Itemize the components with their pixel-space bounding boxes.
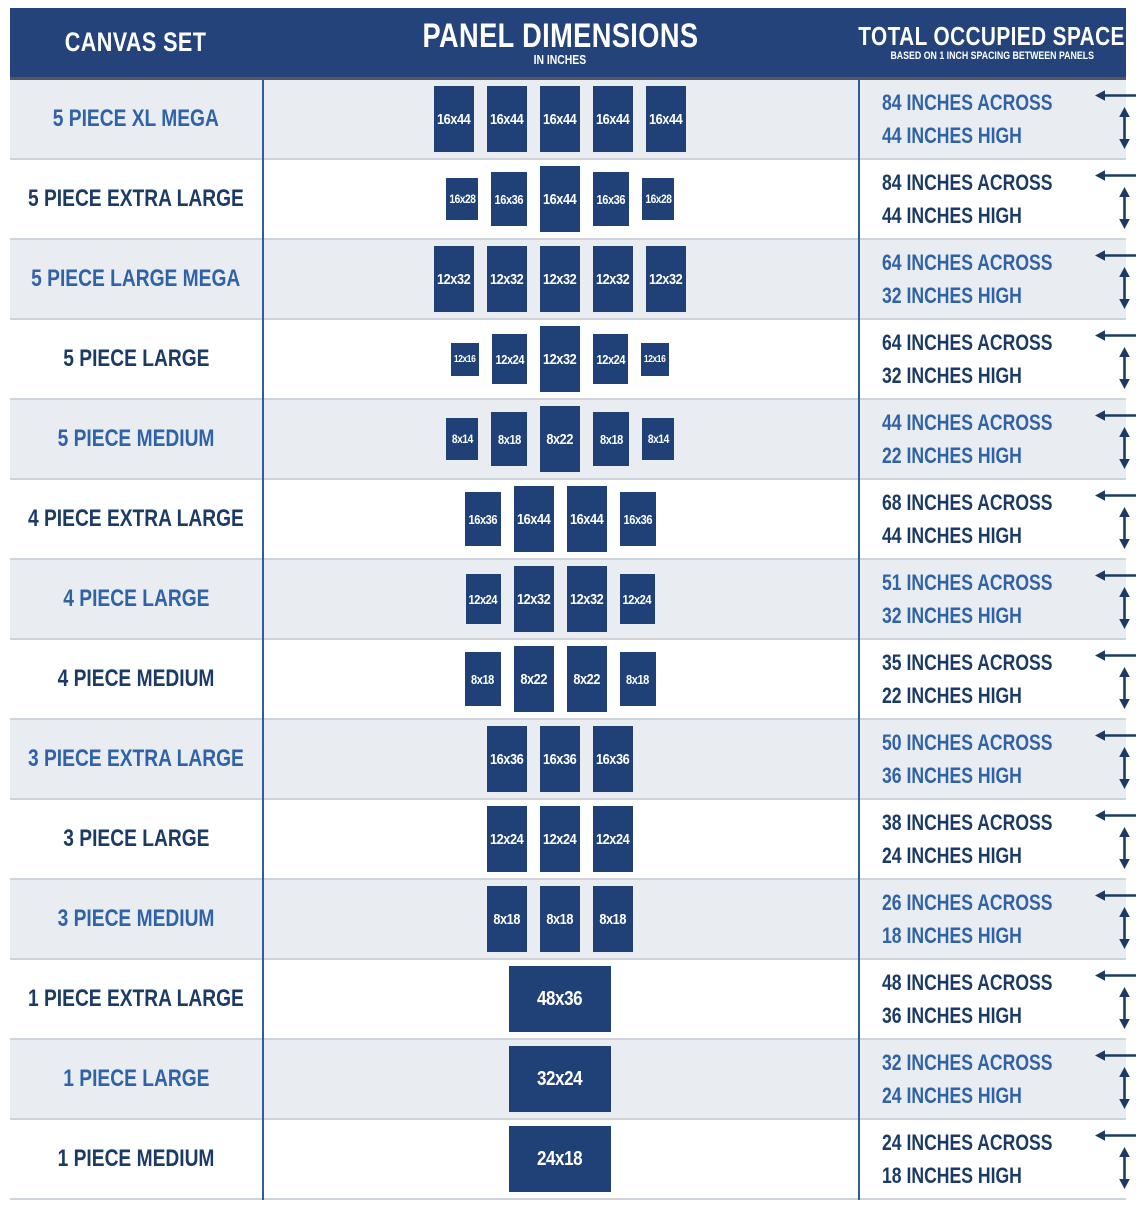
canvas-set-name-cell — [10, 240, 262, 318]
canvas-panel-12x16 — [641, 343, 669, 376]
panel-dimension-label: 12x32 — [543, 350, 577, 368]
canvas-set-name-cell — [10, 880, 262, 958]
panel-dimension-label: 12x32 — [516, 590, 551, 608]
canvas-set-name-cell — [10, 400, 262, 478]
table-row-13 — [10, 1040, 1126, 1120]
occupied-space-text — [882, 808, 1095, 871]
panel-dimension-label: 16x36 — [494, 191, 524, 207]
left-right-arrow-icon — [1095, 809, 1136, 822]
occupied-space-text — [882, 1128, 1095, 1191]
left-right-arrow-icon — [1095, 409, 1136, 422]
inches-across-label: 24 INCHES ACROSS — [882, 1129, 1053, 1155]
table-header — [10, 8, 1126, 80]
canvas-panel-16x44 — [434, 86, 474, 152]
table-row-4 — [10, 320, 1126, 400]
canvas-panel-16x36 — [540, 726, 580, 792]
panel-dimension-label: 16x36 — [596, 750, 630, 768]
canvas-panel-16x36 — [491, 172, 527, 226]
canvas-panel-16x36 — [593, 172, 629, 226]
panel-dimension-label: 16x44 — [569, 510, 604, 528]
panel-dimension-label: 12x24 — [596, 351, 625, 367]
table-row-6 — [10, 480, 1126, 560]
canvas-set-name-cell — [10, 160, 262, 238]
inches-across-label: 68 INCHES ACROSS — [882, 489, 1053, 515]
canvas-set-name: 5 PIECE LARGE MEGA — [31, 265, 241, 292]
panel-preview-cell — [262, 960, 858, 1038]
left-right-arrow-icon — [1095, 969, 1136, 982]
inches-across-label: 48 INCHES ACROSS — [882, 969, 1053, 995]
panel-dimension-label: 12x24 — [495, 351, 524, 367]
inches-across-label: 50 INCHES ACROSS — [882, 729, 1053, 755]
occupied-space-text — [882, 1048, 1095, 1111]
panel-dimension-label: 8x18 — [493, 910, 521, 928]
canvas-panel-8x18 — [487, 886, 527, 952]
dimension-arrows — [1095, 89, 1136, 149]
table-row-7 — [10, 560, 1126, 640]
left-right-arrow-icon — [1095, 489, 1136, 502]
inches-across-label: 35 INCHES ACROSS — [882, 649, 1053, 675]
panel-dimension-label: 16x28 — [448, 192, 476, 206]
canvas-panel-16x44 — [540, 86, 580, 152]
canvas-set-name: 3 PIECE LARGE — [62, 825, 210, 852]
up-down-arrow-icon — [1118, 1067, 1131, 1109]
left-right-arrow-icon — [1095, 889, 1136, 902]
left-right-arrow-icon — [1095, 649, 1136, 662]
canvas-panel-8x18 — [593, 886, 633, 952]
panel-dimension-label: 8x22 — [546, 430, 574, 448]
canvas-panel-8x22 — [514, 646, 554, 712]
occupied-space-cell — [858, 960, 1126, 1038]
canvas-panel-8x18 — [465, 652, 501, 706]
panel-preview-cell — [262, 640, 858, 718]
canvas-panel-8x22 — [540, 406, 580, 472]
up-down-arrow-icon — [1118, 507, 1131, 549]
inches-high-label: 36 INCHES HIGH — [882, 762, 1022, 788]
panel-preview-cell — [262, 400, 858, 478]
panel-dimension-label: 48x36 — [537, 987, 583, 1010]
panel-preview-cell — [262, 1120, 858, 1198]
panel-dimension-label: 12x24 — [596, 830, 630, 848]
panel-preview-cell — [262, 800, 858, 878]
canvas-panel-12x32 — [567, 566, 607, 632]
canvas-panel-16x36 — [620, 492, 656, 546]
occupied-space-text — [882, 968, 1095, 1031]
occupied-space-text — [882, 888, 1095, 951]
panel-dimension-label: 16x44 — [543, 110, 577, 128]
panel-dimension-label: 24x18 — [537, 1147, 583, 1170]
canvas-panel-8x14 — [446, 418, 478, 460]
table-row-11 — [10, 880, 1126, 960]
canvas-set-name: 1 PIECE LARGE — [62, 1065, 210, 1092]
canvas-panel-16x44 — [646, 86, 686, 152]
table-row-3 — [10, 240, 1126, 320]
left-right-arrow-icon — [1095, 729, 1136, 742]
canvas-set-name: 3 PIECE EXTRA LARGE — [28, 745, 244, 772]
canvas-set-name: 4 PIECE MEDIUM — [57, 665, 215, 692]
canvas-panel-16x28 — [446, 178, 478, 220]
panel-dimension-label: 8x18 — [546, 910, 574, 928]
panel-dimension-label: 8x18 — [626, 671, 649, 687]
occupied-space-text — [882, 488, 1095, 551]
canvas-set-name-cell — [10, 560, 262, 638]
dimension-arrows — [1095, 569, 1136, 629]
canvas-panel-16x44 — [567, 486, 607, 552]
panel-dimension-label: 32x24 — [537, 1067, 583, 1090]
left-right-arrow-icon — [1095, 1129, 1136, 1142]
panel-dimension-label: 12x16 — [454, 353, 476, 365]
occupied-space-text — [882, 408, 1095, 471]
panel-dimension-label: 16x36 — [543, 750, 577, 768]
panel-dimension-label: 12x24 — [543, 830, 577, 848]
up-down-arrow-icon — [1118, 587, 1131, 629]
left-right-arrow-icon — [1095, 89, 1136, 102]
occupied-space-cell — [858, 320, 1126, 398]
occupied-space-cell — [858, 640, 1126, 718]
up-down-arrow-icon — [1118, 347, 1131, 389]
panel-dimension-label: 16x44 — [543, 190, 577, 208]
panel-dimension-label: 12x24 — [468, 591, 498, 607]
canvas-set-name-cell — [10, 720, 262, 798]
canvas-panel-12x32 — [593, 246, 633, 312]
inches-high-label: 44 INCHES HIGH — [882, 522, 1022, 548]
column-divider-left — [262, 80, 264, 1200]
table-row-14 — [10, 1120, 1126, 1200]
panel-dimension-label: 8x22 — [520, 670, 547, 688]
canvas-panel-12x32 — [540, 326, 580, 392]
canvas-set-name: 4 PIECE EXTRA LARGE — [28, 505, 244, 532]
canvas-panel-16x44 — [593, 86, 633, 152]
inches-across-label: 84 INCHES ACROSS — [882, 89, 1053, 115]
occupied-space-cell — [858, 800, 1126, 878]
left-right-arrow-icon — [1095, 1049, 1136, 1062]
occupied-space-cell — [858, 720, 1126, 798]
occupied-space-text — [882, 88, 1095, 151]
canvas-panel-8x18 — [491, 412, 527, 466]
canvas-set-name-cell — [10, 640, 262, 718]
inches-high-label: 44 INCHES HIGH — [882, 202, 1022, 228]
dimension-arrows — [1095, 889, 1136, 949]
inches-across-label: 32 INCHES ACROSS — [882, 1049, 1053, 1075]
table-row-2 — [10, 160, 1126, 240]
panel-dimension-label: 12x16 — [644, 353, 666, 365]
canvas-set-name: 5 PIECE EXTRA LARGE — [28, 185, 244, 212]
left-right-arrow-icon — [1095, 169, 1136, 182]
inches-across-label: 64 INCHES ACROSS — [882, 249, 1053, 275]
panel-preview-cell — [262, 240, 858, 318]
inches-across-label: 26 INCHES ACROSS — [882, 889, 1053, 915]
panel-dimension-label: 12x32 — [649, 270, 683, 288]
canvas-panel-8x18 — [540, 886, 580, 952]
header-canvas-set-label: CANVAS SET — [65, 27, 207, 57]
up-down-arrow-icon — [1118, 987, 1131, 1029]
up-down-arrow-icon — [1118, 107, 1131, 149]
canvas-panel-12x24 — [466, 574, 501, 624]
panel-dimension-label: 16x28 — [644, 192, 672, 206]
dimension-arrows — [1095, 1129, 1136, 1189]
occupied-space-cell — [858, 240, 1126, 318]
panel-dimension-label: 16x44 — [596, 110, 630, 128]
occupied-space-cell — [858, 560, 1126, 638]
dimension-arrows — [1095, 169, 1136, 229]
panel-preview-cell — [262, 160, 858, 238]
dimension-arrows — [1095, 1049, 1136, 1109]
canvas-set-name-cell — [10, 80, 262, 158]
inches-high-label: 44 INCHES HIGH — [882, 122, 1022, 148]
column-divider-right — [858, 80, 860, 1200]
canvas-set-name: 3 PIECE MEDIUM — [57, 905, 215, 932]
panel-dimension-label: 12x32 — [437, 270, 471, 288]
canvas-set-name-cell — [10, 1120, 262, 1198]
up-down-arrow-icon — [1118, 267, 1131, 309]
panel-dimension-label: 8x18 — [599, 910, 627, 928]
canvas-panel-12x24 — [620, 574, 655, 624]
header-canvas-set — [10, 8, 262, 77]
canvas-panel-48x36 — [509, 966, 611, 1032]
inches-high-label: 32 INCHES HIGH — [882, 282, 1022, 308]
panel-dimension-label: 16x44 — [516, 510, 551, 528]
occupied-space-cell — [858, 160, 1126, 238]
occupied-space-cell — [858, 1040, 1126, 1118]
canvas-panel-8x18 — [620, 652, 656, 706]
panel-preview-cell — [262, 560, 858, 638]
canvas-panel-12x32 — [540, 246, 580, 312]
panel-dimension-label: 16x36 — [596, 191, 626, 207]
panel-dimension-label: 12x24 — [622, 591, 652, 607]
inches-high-label: 32 INCHES HIGH — [882, 602, 1022, 628]
canvas-panel-12x24 — [593, 806, 633, 872]
inches-high-label: 36 INCHES HIGH — [882, 1002, 1022, 1028]
canvas-panel-12x32 — [487, 246, 527, 312]
occupied-space-cell — [858, 400, 1126, 478]
panel-preview-cell — [262, 1040, 858, 1118]
canvas-set-name-cell — [10, 320, 262, 398]
panel-dimension-label: 16x36 — [490, 750, 524, 768]
canvas-panel-24x18 — [509, 1126, 611, 1192]
canvas-panel-12x24 — [593, 334, 628, 384]
canvas-panel-16x28 — [642, 178, 674, 220]
inches-across-label: 38 INCHES ACROSS — [882, 809, 1053, 835]
canvas-panel-12x32 — [434, 246, 474, 312]
occupied-space-text — [882, 248, 1095, 311]
dimension-arrows — [1095, 729, 1136, 789]
occupied-space-cell — [858, 480, 1126, 558]
inches-high-label: 18 INCHES HIGH — [882, 922, 1022, 948]
canvas-panel-16x36 — [465, 492, 501, 546]
table-row-9 — [10, 720, 1126, 800]
canvas-set-name: 5 PIECE LARGE — [62, 345, 210, 372]
panel-preview-cell — [262, 720, 858, 798]
up-down-arrow-icon — [1118, 1147, 1131, 1189]
canvas-panel-32x24 — [509, 1046, 611, 1112]
table-row-8 — [10, 640, 1126, 720]
canvas-panel-16x44 — [540, 166, 580, 232]
canvas-set-name-cell — [10, 800, 262, 878]
dimension-arrows — [1095, 809, 1136, 869]
left-right-arrow-icon — [1095, 249, 1136, 262]
dimension-arrows — [1095, 489, 1136, 549]
canvas-set-name: 5 PIECE MEDIUM — [57, 425, 215, 452]
dimension-arrows — [1095, 329, 1136, 389]
header-panel-dimensions-label: PANEL DIMENSIONS — [422, 16, 698, 55]
canvas-set-name: 1 PIECE MEDIUM — [57, 1145, 215, 1172]
inches-high-label: 22 INCHES HIGH — [882, 682, 1022, 708]
panel-dimension-label: 16x44 — [649, 110, 683, 128]
left-right-arrow-icon — [1095, 329, 1136, 342]
inches-across-label: 84 INCHES ACROSS — [882, 169, 1053, 195]
panel-dimension-label: 8x14 — [451, 432, 473, 446]
canvas-panel-16x44 — [514, 486, 554, 552]
up-down-arrow-icon — [1118, 907, 1131, 949]
left-right-arrow-icon — [1095, 569, 1136, 582]
occupied-space-text — [882, 328, 1095, 391]
panel-dimension-label: 16x44 — [490, 110, 524, 128]
table-row-1 — [10, 80, 1126, 160]
panel-preview-cell — [262, 80, 858, 158]
canvas-panel-8x14 — [642, 418, 674, 460]
panel-dimension-label: 12x32 — [490, 270, 524, 288]
inches-high-label: 32 INCHES HIGH — [882, 362, 1022, 388]
canvas-set-name: 5 PIECE XL MEGA — [52, 105, 220, 132]
inches-high-label: 24 INCHES HIGH — [882, 1082, 1022, 1108]
table-body — [10, 80, 1126, 1200]
inches-across-label: 44 INCHES ACROSS — [882, 409, 1053, 435]
occupied-space-cell — [858, 880, 1126, 958]
occupied-space-text — [882, 648, 1095, 711]
panel-preview-cell — [262, 880, 858, 958]
up-down-arrow-icon — [1118, 427, 1131, 469]
panel-preview-cell — [262, 320, 858, 398]
panel-dimension-label: 16x44 — [437, 110, 471, 128]
dimension-arrows — [1095, 649, 1136, 709]
up-down-arrow-icon — [1118, 667, 1131, 709]
panel-dimension-label: 12x24 — [490, 830, 524, 848]
header-total-occupied-space — [858, 8, 1126, 77]
canvas-set-name-cell — [10, 480, 262, 558]
canvas-panel-12x32 — [646, 246, 686, 312]
canvas-set-name: 1 PIECE EXTRA LARGE — [28, 985, 244, 1012]
panel-dimension-label: 8x18 — [497, 431, 521, 447]
canvas-set-name-cell — [10, 1040, 262, 1118]
panel-dimension-label: 12x32 — [596, 270, 630, 288]
panel-preview-cell — [262, 480, 858, 558]
occupied-space-text — [882, 728, 1095, 791]
occupied-space-cell — [858, 80, 1126, 158]
canvas-panel-16x44 — [487, 86, 527, 152]
inches-high-label: 18 INCHES HIGH — [882, 1162, 1022, 1188]
panel-dimension-label: 16x36 — [468, 511, 497, 527]
canvas-set-name: 4 PIECE LARGE — [62, 585, 210, 612]
dimension-arrows — [1095, 249, 1136, 309]
panel-dimension-label: 8x18 — [471, 671, 494, 687]
canvas-panel-12x16 — [451, 343, 479, 376]
panel-dimension-label: 12x32 — [569, 590, 604, 608]
canvas-panel-8x22 — [567, 646, 607, 712]
inches-across-label: 64 INCHES ACROSS — [882, 329, 1053, 355]
canvas-panel-12x32 — [514, 566, 554, 632]
dimension-arrows — [1095, 409, 1136, 469]
up-down-arrow-icon — [1118, 827, 1131, 869]
inches-across-label: 51 INCHES ACROSS — [882, 569, 1053, 595]
dimension-arrows — [1095, 969, 1136, 1029]
up-down-arrow-icon — [1118, 187, 1131, 229]
panel-dimension-label: 16x36 — [623, 511, 652, 527]
header-total-occupied-label: TOTAL OCCUPIED SPACE — [858, 20, 1126, 51]
table-row-10 — [10, 800, 1126, 880]
occupied-space-cell — [858, 1120, 1126, 1198]
panel-dimension-label: 12x32 — [543, 270, 577, 288]
canvas-panel-8x18 — [593, 412, 629, 466]
canvas-panel-16x36 — [593, 726, 633, 792]
panel-dimension-label: 8x22 — [573, 670, 600, 688]
canvas-panel-12x24 — [487, 806, 527, 872]
canvas-panel-12x24 — [540, 806, 580, 872]
canvas-panel-12x24 — [492, 334, 527, 384]
inches-high-label: 24 INCHES HIGH — [882, 842, 1022, 868]
panel-dimension-label: 8x18 — [599, 431, 623, 447]
panel-dimension-label: 8x14 — [647, 432, 669, 446]
up-down-arrow-icon — [1118, 747, 1131, 789]
inches-high-label: 22 INCHES HIGH — [882, 442, 1022, 468]
table-row-12 — [10, 960, 1126, 1040]
table-row-5 — [10, 400, 1126, 480]
canvas-panel-16x36 — [487, 726, 527, 792]
canvas-set-name-cell — [10, 960, 262, 1038]
occupied-space-text — [882, 168, 1095, 231]
header-panel-dimensions-sublabel: IN INCHES — [533, 51, 587, 67]
occupied-space-text — [882, 568, 1095, 631]
header-total-occupied-sublabel: BASED ON 1 INCH SPACING BETWEEN PANELS — [890, 49, 1094, 62]
header-panel-dimensions — [262, 8, 858, 77]
